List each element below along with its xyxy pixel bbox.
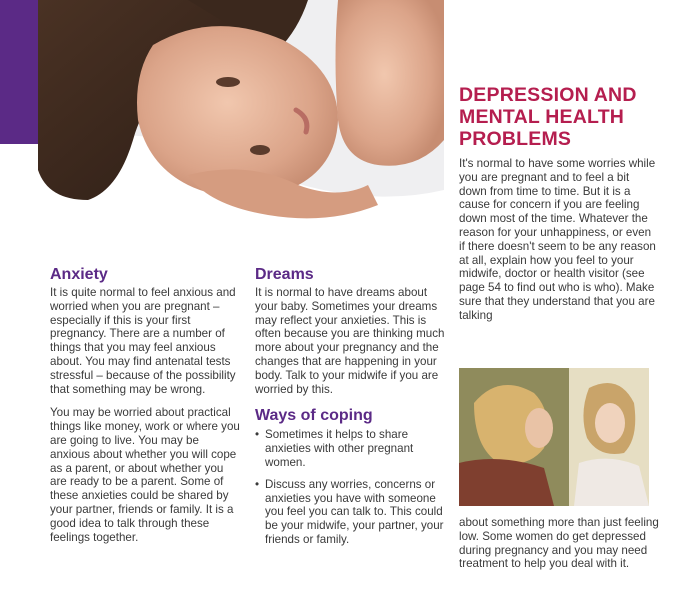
- coping-heading: Ways of coping: [255, 407, 373, 425]
- coping-list: [255, 428, 447, 546]
- anxiety-paragraph-1: It is quite normal to feel anxious and worried when you are pregnant – especially if this is your first pregnancy. There are a number of things that you may feel anxious about. You may find antenatal tests stressful – because of the possibility that something may be wrong.: [50, 286, 236, 396]
- dreams-heading: Dreams: [255, 266, 314, 283]
- anxiety-paragraph-2: You may be worried about practical things like money, work or where you are going to live. You may be anxious about whether you will cope as a parent, or about whether you are ready to be a parent. Some of these anxieties could be shared by your partner, friends or family. It is a good idea to talk through these feelings together.: [50, 406, 240, 544]
- anxiety-section: [50, 265, 242, 554]
- dreams-paragraph: It is normal to have dreams about your baby. Sometimes your dreams may reflect your anxieties. This is often because you are thinking much more about your pregnancy and the changes that are happening in your body. Talk to your midwife if you are worried by this.: [255, 286, 445, 396]
- main-text-upper: It's normal to have some worries while you are pregnant and to feel a bit down from time to time. But it is a cause for concern if you are feeling down most of the time. Whatever the reason for your unhappiness, or even if there doesn't seem to be any reason at all, explain how you feel to your midwife, doctor or health visitor (see page 54 to find out who is who). Make sure that they understand that you are talking: [459, 157, 656, 322]
- section-heading: DEPRESSION AND MENTAL HEALTH PROBLEMS: [459, 84, 637, 150]
- accent-bar: [0, 0, 38, 144]
- coping-item: • Discuss any worries, concerns or anxieties you have with someone you feel you can talk to. This could be your midwife, your partner, your friends or family.: [255, 478, 447, 547]
- anxiety-heading: Anxiety: [50, 266, 108, 283]
- main-photo-woman-lying: [38, 0, 444, 232]
- main-text-lower: about something more than just feeling low. Some women do get depressed during pregnancy and you may need treatment to help you deal with it.: [459, 516, 659, 571]
- photo-two-women-talking: [459, 368, 649, 506]
- dreams-section: [255, 265, 447, 555]
- coping-item: • Sometimes it helps to share anxieties with other pregnant women.: [255, 428, 447, 469]
